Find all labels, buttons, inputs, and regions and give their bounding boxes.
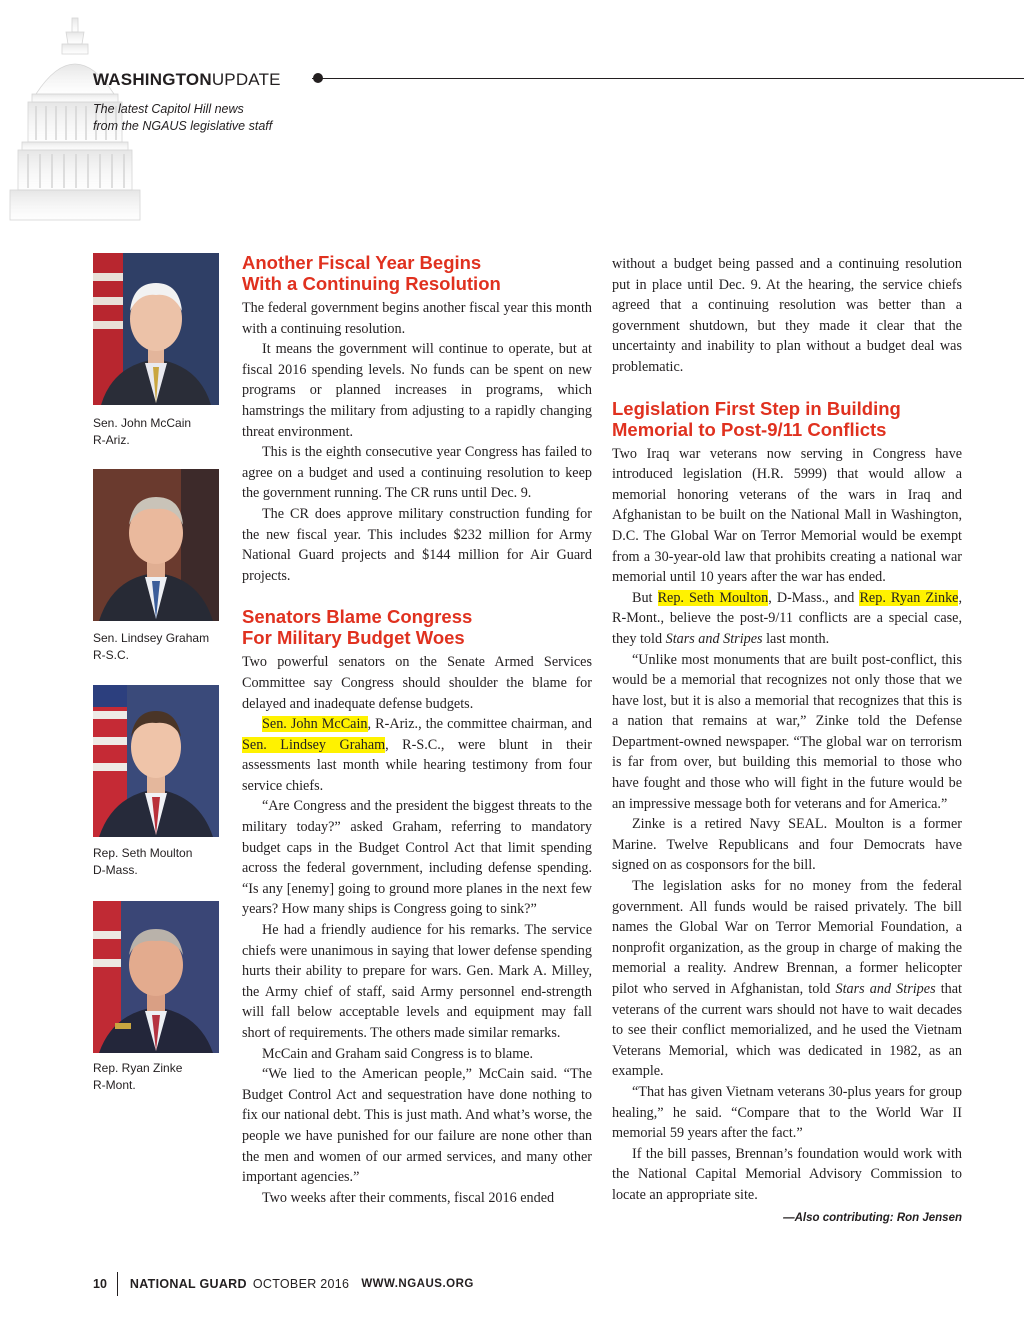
caption-name: Rep. Ryan Zinke: [93, 1061, 183, 1075]
tagline-line-1: The latest Capitol Hill news: [93, 102, 244, 116]
article-2-paragraph: McCain and Graham said Congress is to blame.: [262, 1045, 534, 1062]
headline-line-2: For Military Budget Woes: [242, 627, 465, 649]
headline-line-2: With a Continuing Resolution: [242, 273, 501, 294]
issue-date: OCTOBER 2016: [252, 1277, 350, 1291]
caption-name: Rep. Seth Moulton: [93, 846, 193, 860]
article-2-paragraph: “Are Congress and the president the biggest threats to the military today?” asked Graham, referring to mandatory budget caps in the Budget Control Act that limit spending across the federal government, including defense spending. “Is any [enemy] going to ground more planes in the next few years? How many ships is Congress going to sink?”: [242, 798, 592, 918]
headline-line-2: Memorial to Post-9/11 Conflicts: [612, 418, 887, 440]
portrait-mccain: [93, 253, 219, 405]
caption-name: Sen. John McCain: [93, 416, 192, 430]
article-1-paragraph: The CR does approve military construction funding for the new fiscal year. This includes $232 million for Army National Guard projects and $144 million for Air Guard projects.: [242, 505, 592, 584]
caption-name: Sen. Lindsey Graham: [93, 631, 210, 645]
portrait-moulton: [93, 685, 219, 837]
website-link[interactable]: WWW.NGAUS.ORG: [361, 1278, 474, 1290]
tagline-line-2: from the NGAUS legislative staff: [93, 119, 273, 133]
masthead-rule: [312, 78, 1024, 79]
article-3-paragraph: “That has given Vietnam veterans 30-plus years for group healing,” he said. “Compare that to the World War II memorial 59 years after the fact.”: [612, 1083, 962, 1142]
caption-party: R-S.C.: [93, 648, 129, 662]
article-2-paragraph: Two powerful senators on the Senate Armed Services Committee say Congress should shoulder the blame for delayed and inadequate defense budgets.: [242, 654, 592, 712]
contributor-credit: —Also contributing: Ron Jensen: [783, 1211, 962, 1224]
highlight-graham: Sen. Lindsey Graham: [242, 736, 386, 753]
caption-moulton: [93, 845, 192, 879]
publication-title: Stars and Stripes: [665, 630, 763, 647]
article-3-paragraph: Two Iraq war veterans now serving in Congress have introduced legislation (H.R. 5999) that would allow a memorial honoring veterans of the wars in Iraq and Afghanistan to be built on the National Mall in Washington, D.C. The Global War on Terror Memorial would be exempt from a 30-year-old law that prohibits creating a national war memorial until 10 years after the war has ended.: [612, 445, 962, 586]
magazine-name: NATIONAL GUARD: [129, 1277, 247, 1291]
highlight-zinke: Rep. Ryan Zinke: [859, 589, 959, 606]
portrait-graham: [93, 469, 219, 621]
article-1-headline: [242, 252, 592, 294]
publication-title: Stars and Stripes: [835, 981, 936, 997]
text-run: , R-Ariz., the committee chairman, and: [367, 716, 592, 733]
article-3-headline: [612, 398, 962, 440]
portrait-zinke: [93, 901, 219, 1053]
middle-column: [242, 252, 592, 1208]
headline-line-1: Another Fiscal Year Begins: [242, 252, 482, 273]
article-2-paragraph: without a budget being passed and a continuing resolution put in place until Dec. 9. At the hearing, the service chiefs agreed that a continuing resolution was better than a government shutdown, but they made it clear that the uncertainty and inability to plan without a budget deal was problematic.: [612, 256, 962, 375]
caption-party: D-Mass.: [93, 863, 138, 877]
text-run: But: [632, 589, 658, 606]
article-2-paragraph: “We lied to the American people,” McCain said. “The Budget Control Act and sequestration have done nothing to fix our national debt. This is just math. And what’s worse, the people we have punished for our failure are none other than the men and women of our armed services, and many other important agencies.”: [242, 1066, 592, 1186]
headline-line-1: Legislation First Step in Building: [612, 397, 901, 419]
right-column: [612, 254, 962, 1228]
highlight-mccain: Sen. John McCain: [262, 716, 368, 733]
article-2-paragraph: He had a friendly audience for his remarks. The service chiefs were unanimous in saying that lower defense spending hurts their ability to prepare for wars. Gen. Mark A. Milley, the Army chief of staff, said Army personnel end-strength will fall below acceptable levels and equipment may fall short of requirements. The others made similar remarks.: [242, 922, 592, 1041]
article-3-paragraph: [612, 876, 962, 1082]
caption-party: R-Mont.: [93, 1078, 136, 1092]
article-2-headline: [242, 606, 592, 648]
article-1-paragraph: This is the eighth consecutive year Congress has failed to agree on a budget and used a continuing resolution to keep the government running. The CR runs until Dec. 9.: [242, 444, 592, 502]
section-masthead: [93, 70, 281, 90]
text-run: , R-S.C., were blunt in their assessments last month while hearing testimony from four service chiefs.: [242, 736, 592, 794]
text-run: , R-Mont., believe the post-9/11 conflicts are a special case, they told: [612, 589, 963, 647]
article-2-paragraph: [242, 714, 592, 796]
article-1-paragraph: The federal government begins another fiscal year this month with a continuing resolution.: [242, 300, 592, 337]
caption-mccain: [93, 415, 191, 449]
footer-divider: [117, 1272, 118, 1296]
caption-graham: [93, 630, 209, 664]
article-3-paragraph: “Unlike most monuments that are built post-conflict, this would be a memorial that recognizes not only those that we have lost, but it is also a memorial that recognizes that this is a nation that remains at war,” Zinke told the Defense Department-owned newspaper. “The global war on terrorism is far from over, but building this memorial to those who have fought and those who will fight in the future would be an impressive message both for veterans and for America.”: [612, 651, 962, 812]
article-3-paragraph: Zinke is a retired Navy SEAL. Moulton is a former Marine. Twelve Republicans and four Democrats have signed on as cosponsors for the bill.: [612, 816, 962, 874]
text-run: that veterans of the current wars should not have to wait decades to see their conflict memorialized, and he used the Vietnam Veterans Memorial, which was dedicated in 1982, as an example.: [612, 981, 962, 1080]
masthead-tagline: [93, 101, 272, 135]
article-2-paragraph: Two weeks after their comments, fiscal 2016 ended: [262, 1189, 555, 1206]
article-3-paragraph: If the bill passes, Brennan’s foundation would work with the National Capital Memorial Advisory Commission to locate an appropriate site.: [612, 1145, 962, 1203]
text-run: , D-Mass., and: [768, 589, 860, 606]
article-1-paragraph: It means the government will continue to operate, but at fiscal 2016 spending levels. No funds can be spent on new programs or planned increases in programs, which hamstrings the military from adjusting to a rapidly changing threat environment.: [242, 341, 592, 440]
page-footer: [93, 1272, 474, 1296]
text-run: The legislation asks for no money from the federal government. All funds would be raised privately. The bill names the Global War on Terror Memorial Foundation, a nonprofit organization, as the group in charge of making the memorial a reality. Andrew Brennan, a former helicopter pilot who served in Afghanistan, told: [612, 878, 962, 997]
text-run: last month.: [762, 630, 830, 647]
page-number: 10: [93, 1277, 107, 1291]
article-3-paragraph: [612, 588, 962, 650]
headline-line-1: Senators Blame Congress: [242, 606, 473, 628]
masthead-light: UPDATE: [211, 70, 281, 89]
caption-party: R-Ariz.: [93, 433, 130, 447]
masthead-bold: WASHINGTON: [93, 70, 212, 89]
caption-zinke: [93, 1060, 182, 1094]
highlight-moulton: Rep. Seth Moulton: [657, 589, 769, 606]
